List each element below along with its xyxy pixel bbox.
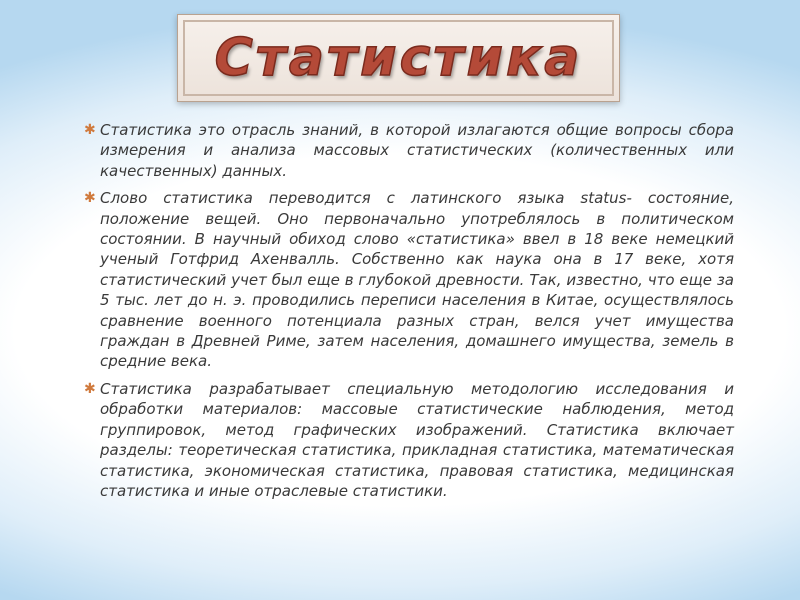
slide-title: Статистика [214,28,583,88]
slide-body [84,120,734,508]
paragraph-text: Статистика это отрасль знаний, в которой излагаются общие вопросы сбора измерения и анализа массовых статистических (количественных или качественных) данных. [100,121,734,180]
paragraph-methodology [84,379,734,501]
paragraph-definition [84,120,734,181]
paragraph-text: Статистика разрабатывает специальную методологию исследования и обработки материалов: массовые статистические наблюдения, метод группировок, метод графических изображений. Статистика включает разделы: теоретическая статистика, прикладная статистика, математическая статистика, экономическая статистика, правовая статистика, медицинская статистика и иные отраслевые статистики. [100,379,734,500]
title-frame [177,14,620,102]
paragraph-text: Слово статистика переводится с латинского языка status- состояние, положение вещей. Оно первоначально употреблялось в политическом состоянии. В научный обиход слово «статистика» ввел в 18 веке немецкий ученый Готфрид Ахенвалль. Собственно как наука она в 17 веке, хотя статистический учет был еще в глубокой древности. Так, известно, что еще за 5 тыс. лет до н. э. проводились переписи населения в Китае, осуществлялось сравнение военного потенциала разных стран, велся учет имущества граждан в Древней Риме, затем населения, домашнего имущества, земель в средние века. [100,189,734,371]
paragraph-etymology [84,188,734,372]
asterisk-bullet-icon: ✱ [84,122,96,138]
title-frame-inner [183,20,614,96]
asterisk-bullet-icon: ✱ [84,380,96,397]
asterisk-bullet-icon: ✱ [84,190,96,207]
